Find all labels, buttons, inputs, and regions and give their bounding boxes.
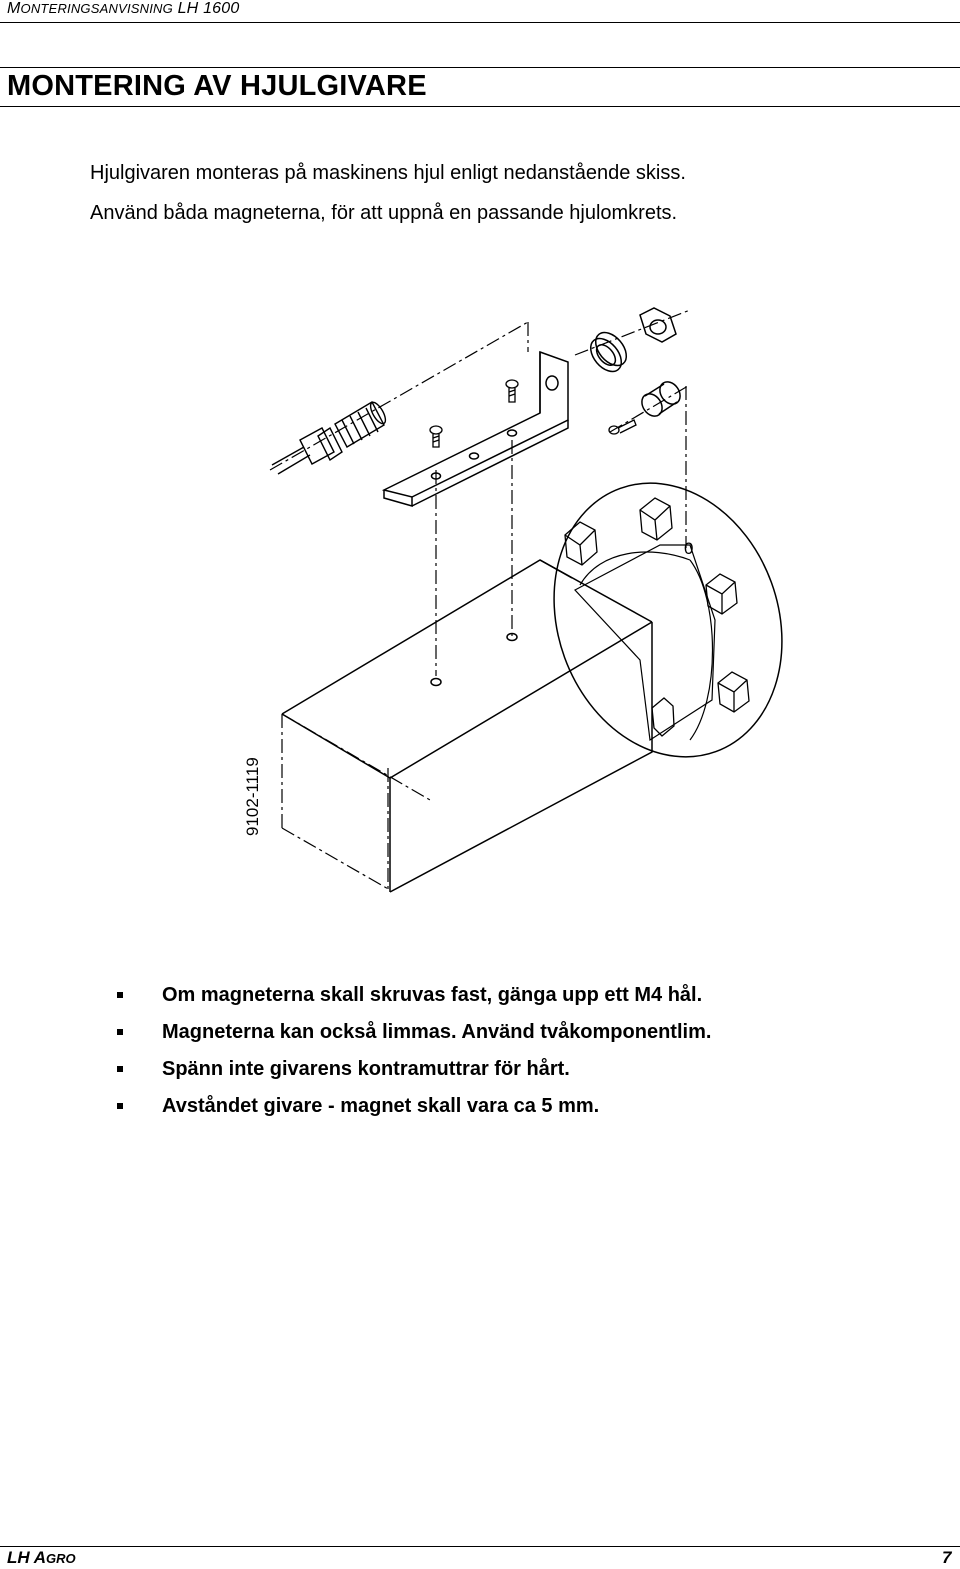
nut (640, 308, 676, 342)
list-item (117, 1020, 711, 1057)
wheel-sensor-assembly-drawing (240, 290, 800, 910)
list-item-text: Magneterna kan också limmas. Använd tvåkomponentlim. (162, 1021, 712, 1043)
list-item-text: Om magneterna skall skruvas fast, gänga upp ett M4 hål. (162, 984, 703, 1006)
list-item (117, 983, 711, 1020)
header-model: LH 1600 (172, 0, 240, 17)
bullet-square-icon (117, 1103, 123, 1109)
header-first-letter: M (7, 0, 21, 17)
footer-brand (7, 1548, 76, 1568)
list-item-text: Avståndet givare - magnet skall vara ca 5 mm. (162, 1095, 600, 1117)
intro-line-2: Använd båda magneterna, för att uppnå en passande hjulomkrets. (90, 202, 678, 224)
list-item (117, 1094, 711, 1131)
bracket (384, 352, 568, 506)
drawing-code: 9102-1119 (243, 757, 262, 836)
magnet-ring (585, 327, 633, 378)
running-header (7, 0, 239, 18)
axle-tube (282, 560, 652, 892)
hub-mark: 0 (684, 539, 694, 558)
construction-lines (270, 310, 690, 890)
header-rule (0, 22, 960, 23)
bullet-square-icon (117, 1066, 123, 1072)
hub-flange (517, 451, 800, 789)
list-item-text: Spänn inte givarens kontramuttrar för hårt. (162, 1058, 570, 1080)
bullet-square-icon (117, 1029, 123, 1035)
section-title: MONTERING AV HJULGIVARE (7, 70, 427, 102)
magnet-cylinder (638, 378, 685, 420)
list-item (117, 1057, 711, 1094)
sensor (272, 400, 388, 474)
flange-bolts (565, 498, 749, 736)
instruction-list (117, 983, 711, 1131)
footer-brand-small-caps: GRO (46, 1551, 76, 1566)
header-small-caps: ONTERINGSANVISNING (20, 1, 173, 16)
title-rule-top (0, 67, 960, 68)
page-number: 7 (942, 1548, 952, 1567)
title-rule-bottom (0, 106, 960, 107)
bullet-square-icon (117, 992, 123, 998)
footer-brand-main: LH A (7, 1548, 47, 1567)
intro-line-1: Hjulgivaren monteras på maskinens hjul enligt nedanstående skiss. (90, 162, 686, 184)
footer-rule (0, 1546, 960, 1547)
